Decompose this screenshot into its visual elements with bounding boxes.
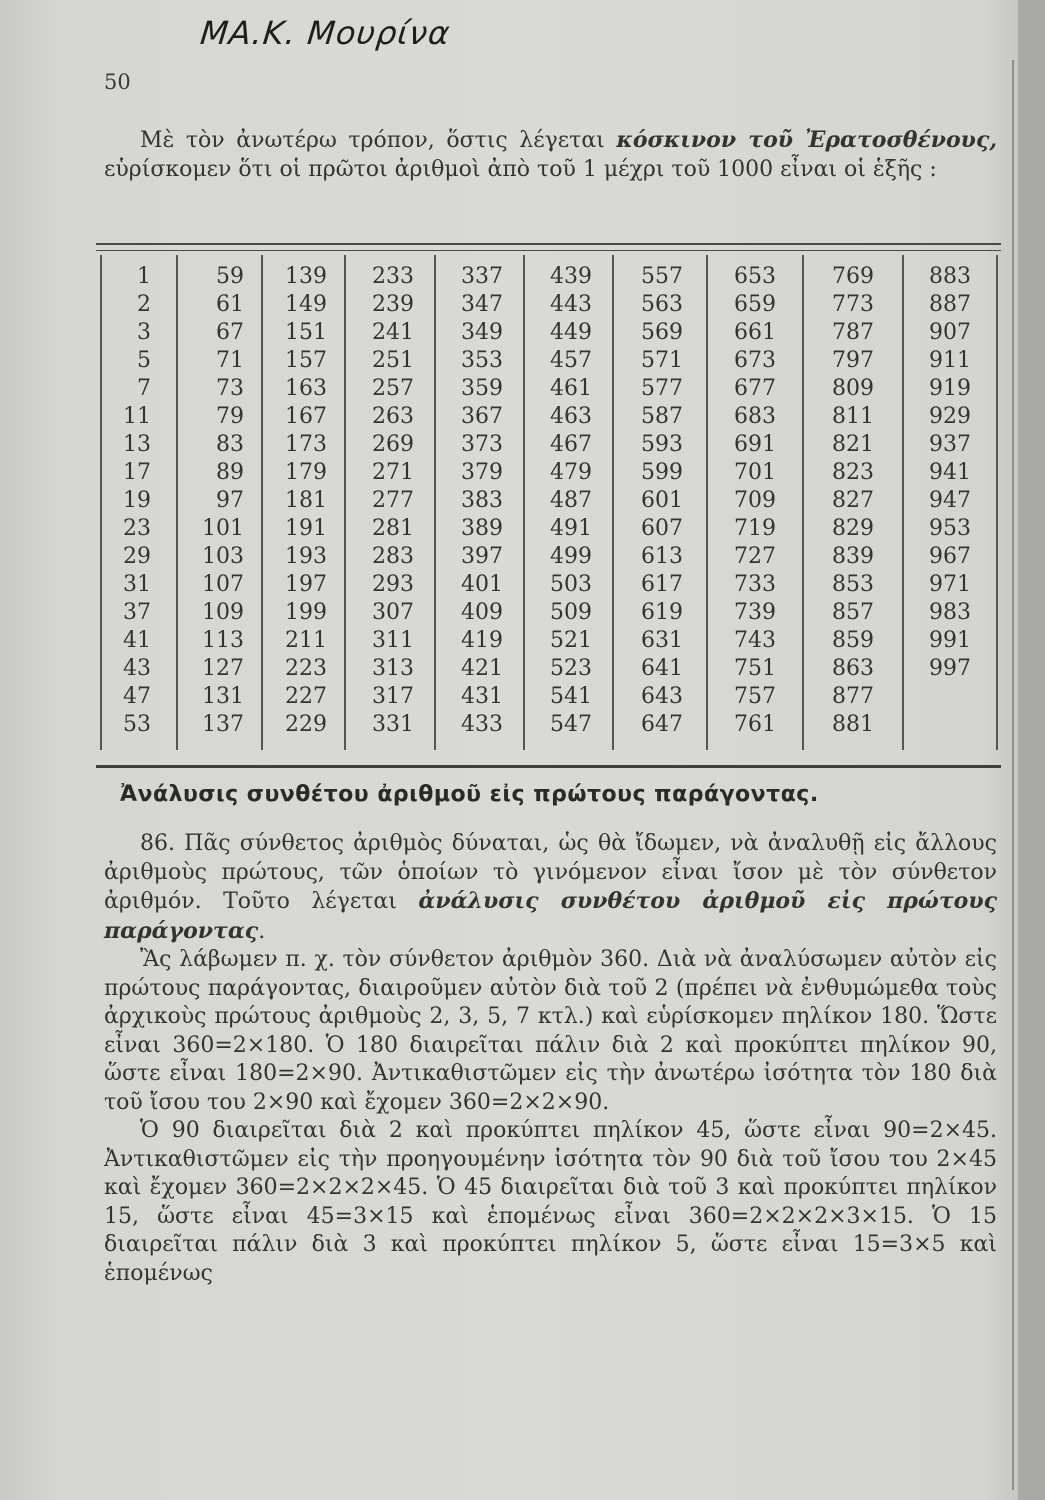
prime-cell: 79 [216, 404, 244, 429]
prime-cell: 787 [832, 320, 874, 345]
primes-column-9 [784, 263, 874, 739]
paragraph-example: Ἂς λάβωμεν π. χ. τὸν σύνθετον ἀριθμὸν 360. Διὰ νὰ ἀναλύσωμεν αὐτὸν εἰς πρώτους παράγοντας, διαιροῦμεν αὐτὸν διὰ τοῦ 2 (πρέπει νὰ ἐνθυμώμεθα τοὺς ἀρχικοὺς πρώτους ἀριθμοὺς 2, 3, 5, 7 κτλ.) καὶ εὑρίσκομεν πηλίκον 180. Ὥστε εἶναι 360=2×180. Ὁ 180 διαιρεῖται πάλιν διὰ 2 καὶ προκύπτει πηλίκον 90, ὥστε εἶναι 180=2×90. Ἀντικαθιστῶμεν εἰς τὴν ἀνωτέρω ἰσότητα τὸν 180 διὰ τοῦ ἴσου του 2×90 καὶ ἔχομεν 360=2×2×90. [104, 947, 997, 1115]
prime-cell: 397 [461, 544, 503, 569]
prime-cell: 491 [550, 516, 592, 541]
prime-cell: 311 [372, 628, 414, 653]
prime-cell: 281 [372, 516, 414, 541]
prime-cell: 157 [285, 348, 327, 373]
prime-cell: 61 [216, 292, 244, 317]
prime-cell: 439 [550, 264, 592, 289]
prime-cell: 719 [734, 516, 776, 541]
prime-cell: 617 [641, 572, 683, 597]
prime-cell: 113 [202, 628, 244, 653]
prime-cell: 863 [832, 656, 874, 681]
prime-cell: 733 [734, 572, 776, 597]
prime-cell: 599 [641, 460, 683, 485]
prime-cell: 151 [285, 320, 327, 345]
prime-cell: 127 [202, 656, 244, 681]
prime-cell: 827 [832, 488, 874, 513]
prime-cell: 941 [929, 460, 971, 485]
paragraph-continued: Ὁ 90 διαιρεῖται διὰ 2 καὶ προκύπτει πηλίκον 45, ὥστε εἶναι 90=2×45. Ἀντικαθιστῶμεν εἰς τὴν προηγουμένην ἰσότητα τὸν 90 διὰ τοῦ ἴσου του 2×45 καὶ ἔχομεν 360=2×2×2×45. Ὁ 45 διαιρεῖται διὰ τοῦ 3 καὶ προκύπτει πηλίκον 15, ὥστε εἶναι 45=3×15 καὶ ἑπομένως εἶναι 360=2×2×2×3×15. Ὁ 15 διαιρεῖται πάλιν διὰ 3 καὶ προκύπτει πηλίκον 5, ὥστε εἶναι 15=3×5 καὶ ἑπομένως [104, 1118, 997, 1286]
prime-cell: 89 [216, 460, 244, 485]
prime-cell: 467 [550, 432, 592, 457]
prime-cell: 331 [372, 712, 414, 737]
prime-cell: 557 [641, 264, 683, 289]
prime-cell: 173 [285, 432, 327, 457]
prime-cell: 137 [202, 712, 244, 737]
prime-cell: 727 [734, 544, 776, 569]
primes-column-1 [61, 263, 151, 739]
primes-column-7 [593, 263, 683, 739]
prime-cell: 53 [123, 712, 151, 737]
prime-cell: 181 [285, 488, 327, 513]
prime-cell: 37 [123, 600, 151, 625]
prime-cell: 503 [550, 572, 592, 597]
prime-cell: 859 [832, 628, 874, 653]
prime-cell: 59 [216, 264, 244, 289]
prime-cell: 821 [832, 432, 874, 457]
prime-cell: 479 [550, 460, 592, 485]
prime-cell: 359 [461, 376, 503, 401]
prime-cell: 379 [461, 460, 503, 485]
prime-cell: 461 [550, 376, 592, 401]
primes-column-2 [154, 263, 244, 739]
page-edge-line [1012, 60, 1014, 1490]
prime-cell: 229 [285, 712, 327, 737]
prime-cell: 601 [641, 488, 683, 513]
prime-cell: 193 [285, 544, 327, 569]
prime-cell: 887 [929, 292, 971, 317]
prime-cell: 227 [285, 684, 327, 709]
prime-cell: 967 [929, 544, 971, 569]
prime-cell: 521 [550, 628, 592, 653]
prime-cell: 823 [832, 460, 874, 485]
prime-cell: 647 [641, 712, 683, 737]
prime-cell: 487 [550, 488, 592, 513]
prime-cell: 19 [123, 488, 151, 513]
prime-cell: 179 [285, 460, 327, 485]
prime-cell: 251 [372, 348, 414, 373]
prime-cell: 577 [641, 376, 683, 401]
prime-cell: 811 [832, 404, 874, 429]
prime-cell: 257 [372, 376, 414, 401]
paragraph-86-before: 86. Πᾶς σύνθετος ἀριθμὸς δύναται, ὡς θὰ ἴδωμεν, νὰ ἀναλυθῇ εἰς ἄλλους ἀριθμοὺς πρώτους, τῶν ὁποίων τὸ γινόμενον εἶναι ἴσον μὲ τὸν σύνθετον ἀριθμόν. Τοῦτο λέγεται [104, 831, 997, 914]
prime-cell: 797 [832, 348, 874, 373]
prime-cell: 991 [929, 628, 971, 653]
prime-cell: 337 [461, 264, 503, 289]
prime-cell: 3 [137, 320, 151, 345]
prime-cell: 349 [461, 320, 503, 345]
prime-cell: 937 [929, 432, 971, 457]
prime-cell: 881 [832, 712, 874, 737]
prime-cell: 283 [372, 544, 414, 569]
prime-cell: 41 [123, 628, 151, 653]
prime-cell: 571 [641, 348, 683, 373]
prime-cell: 5 [137, 348, 151, 373]
prime-cell: 877 [832, 684, 874, 709]
prime-cell: 263 [372, 404, 414, 429]
prime-cell: 613 [641, 544, 683, 569]
intro-text-before: Μὲ τὸν ἀνωτέρω τρόπον, ὅστις λέγεται [140, 128, 617, 153]
prime-cell: 829 [832, 516, 874, 541]
prime-cell: 149 [285, 292, 327, 317]
prime-cell: 509 [550, 600, 592, 625]
table-column-divider [996, 255, 998, 750]
prime-cell: 883 [929, 264, 971, 289]
prime-cell: 953 [929, 516, 971, 541]
prime-cell: 241 [372, 320, 414, 345]
prime-cell: 659 [734, 292, 776, 317]
prime-cell: 433 [461, 712, 503, 737]
prime-cell: 929 [929, 404, 971, 429]
prime-cell: 661 [734, 320, 776, 345]
primes-table [96, 243, 1001, 768]
prime-cell: 853 [832, 572, 874, 597]
prime-cell: 563 [641, 292, 683, 317]
page-number: 50 [104, 70, 131, 94]
prime-cell: 107 [202, 572, 244, 597]
prime-cell: 23 [123, 516, 151, 541]
prime-cell: 983 [929, 600, 971, 625]
prime-cell: 743 [734, 628, 776, 653]
prime-cell: 353 [461, 348, 503, 373]
prime-cell: 739 [734, 600, 776, 625]
prime-cell: 449 [550, 320, 592, 345]
prime-cell: 13 [123, 432, 151, 457]
prime-cell: 997 [929, 656, 971, 681]
prime-cell: 191 [285, 516, 327, 541]
prime-cell: 409 [461, 600, 503, 625]
prime-cell: 43 [123, 656, 151, 681]
prime-cell: 293 [372, 572, 414, 597]
prime-cell: 131 [202, 684, 244, 709]
prime-cell: 757 [734, 684, 776, 709]
paragraph-86-term: ἀνάλυσις συνθέτου ἀριθμοῦ εἰς πρώτους παράγοντας [104, 888, 997, 944]
prime-cell: 911 [929, 348, 971, 373]
paragraph-86-after: . [258, 918, 266, 944]
prime-cell: 73 [216, 376, 244, 401]
prime-cell: 971 [929, 572, 971, 597]
prime-cell: 463 [550, 404, 592, 429]
table-bottom-rule [96, 765, 1001, 768]
prime-cell: 457 [550, 348, 592, 373]
prime-cell: 97 [216, 488, 244, 513]
prime-cell: 857 [832, 600, 874, 625]
prime-cell: 643 [641, 684, 683, 709]
prime-cell: 641 [641, 656, 683, 681]
prime-cell: 907 [929, 320, 971, 345]
page-edge [1018, 0, 1045, 1500]
prime-cell: 947 [929, 488, 971, 513]
prime-cell: 347 [461, 292, 503, 317]
prime-cell: 317 [372, 684, 414, 709]
prime-cell: 383 [461, 488, 503, 513]
prime-cell: 631 [641, 628, 683, 653]
prime-cell: 499 [550, 544, 592, 569]
prime-cell: 683 [734, 404, 776, 429]
prime-cell: 619 [641, 600, 683, 625]
prime-cell: 167 [285, 404, 327, 429]
handwritten-note: ΜΑ.Κ. Μουρίνα [198, 14, 453, 52]
prime-cell: 593 [641, 432, 683, 457]
prime-cell: 1 [137, 264, 151, 289]
prime-cell: 773 [832, 292, 874, 317]
prime-cell: 523 [550, 656, 592, 681]
prime-cell: 277 [372, 488, 414, 513]
prime-cell: 101 [202, 516, 244, 541]
table-top-rule [96, 243, 1001, 245]
intro-paragraph [104, 126, 997, 184]
prime-cell: 7 [137, 376, 151, 401]
prime-cell: 421 [461, 656, 503, 681]
prime-cell: 223 [285, 656, 327, 681]
prime-cell: 2 [137, 292, 151, 317]
prime-cell: 607 [641, 516, 683, 541]
prime-cell: 47 [123, 684, 151, 709]
prime-cell: 109 [202, 600, 244, 625]
prime-cell: 271 [372, 460, 414, 485]
primes-column-5 [413, 263, 503, 739]
prime-cell: 389 [461, 516, 503, 541]
table-top-rule-inner [96, 250, 1001, 251]
prime-cell: 401 [461, 572, 503, 597]
primes-column-3 [237, 263, 327, 739]
prime-cell: 761 [734, 712, 776, 737]
prime-cell: 541 [550, 684, 592, 709]
prime-cell: 307 [372, 600, 414, 625]
prime-cell: 17 [123, 460, 151, 485]
prime-cell: 11 [123, 404, 151, 429]
prime-cell: 569 [641, 320, 683, 345]
prime-cell: 709 [734, 488, 776, 513]
intro-text-after: εὑρίσκομεν ὅτι οἱ πρῶτοι ἀριθμοὶ ἀπὸ τοῦ 1 μέχρι τοῦ 1000 εἶναι οἱ ἑξῆς : [104, 156, 937, 182]
prime-cell: 431 [461, 684, 503, 709]
primes-column-8 [686, 263, 776, 739]
prime-cell: 839 [832, 544, 874, 569]
prime-cell: 163 [285, 376, 327, 401]
prime-cell: 677 [734, 376, 776, 401]
body-text [104, 830, 997, 1288]
prime-cell: 809 [832, 376, 874, 401]
prime-cell: 701 [734, 460, 776, 485]
prime-cell: 71 [216, 348, 244, 373]
prime-cell: 269 [372, 432, 414, 457]
paragraph-86 [104, 830, 997, 946]
prime-cell: 211 [285, 628, 327, 653]
prime-cell: 239 [372, 292, 414, 317]
prime-cell: 373 [461, 432, 503, 457]
prime-cell: 653 [734, 264, 776, 289]
prime-cell: 367 [461, 404, 503, 429]
prime-cell: 691 [734, 432, 776, 457]
prime-cell: 547 [550, 712, 592, 737]
prime-cell: 29 [123, 544, 151, 569]
prime-cell: 419 [461, 628, 503, 653]
prime-cell: 67 [216, 320, 244, 345]
prime-cell: 673 [734, 348, 776, 373]
prime-cell: 751 [734, 656, 776, 681]
intro-term: κόσκινον τοῦ Ἐρατοσθένους, [616, 127, 997, 153]
primes-column-10 [881, 263, 971, 683]
prime-cell: 139 [285, 264, 327, 289]
prime-cell: 919 [929, 376, 971, 401]
section-heading: Ἀνάλυσις συνθέτου ἀριθμοῦ εἰς πρώτους παράγοντας. [120, 782, 819, 807]
prime-cell: 83 [216, 432, 244, 457]
prime-cell: 233 [372, 264, 414, 289]
prime-cell: 199 [285, 600, 327, 625]
prime-cell: 443 [550, 292, 592, 317]
primes-column-4 [324, 263, 414, 739]
prime-cell: 103 [202, 544, 244, 569]
prime-cell: 587 [641, 404, 683, 429]
primes-column-6 [502, 263, 592, 739]
prime-cell: 313 [372, 656, 414, 681]
prime-cell: 769 [832, 264, 874, 289]
prime-cell: 31 [123, 572, 151, 597]
prime-cell: 197 [285, 572, 327, 597]
